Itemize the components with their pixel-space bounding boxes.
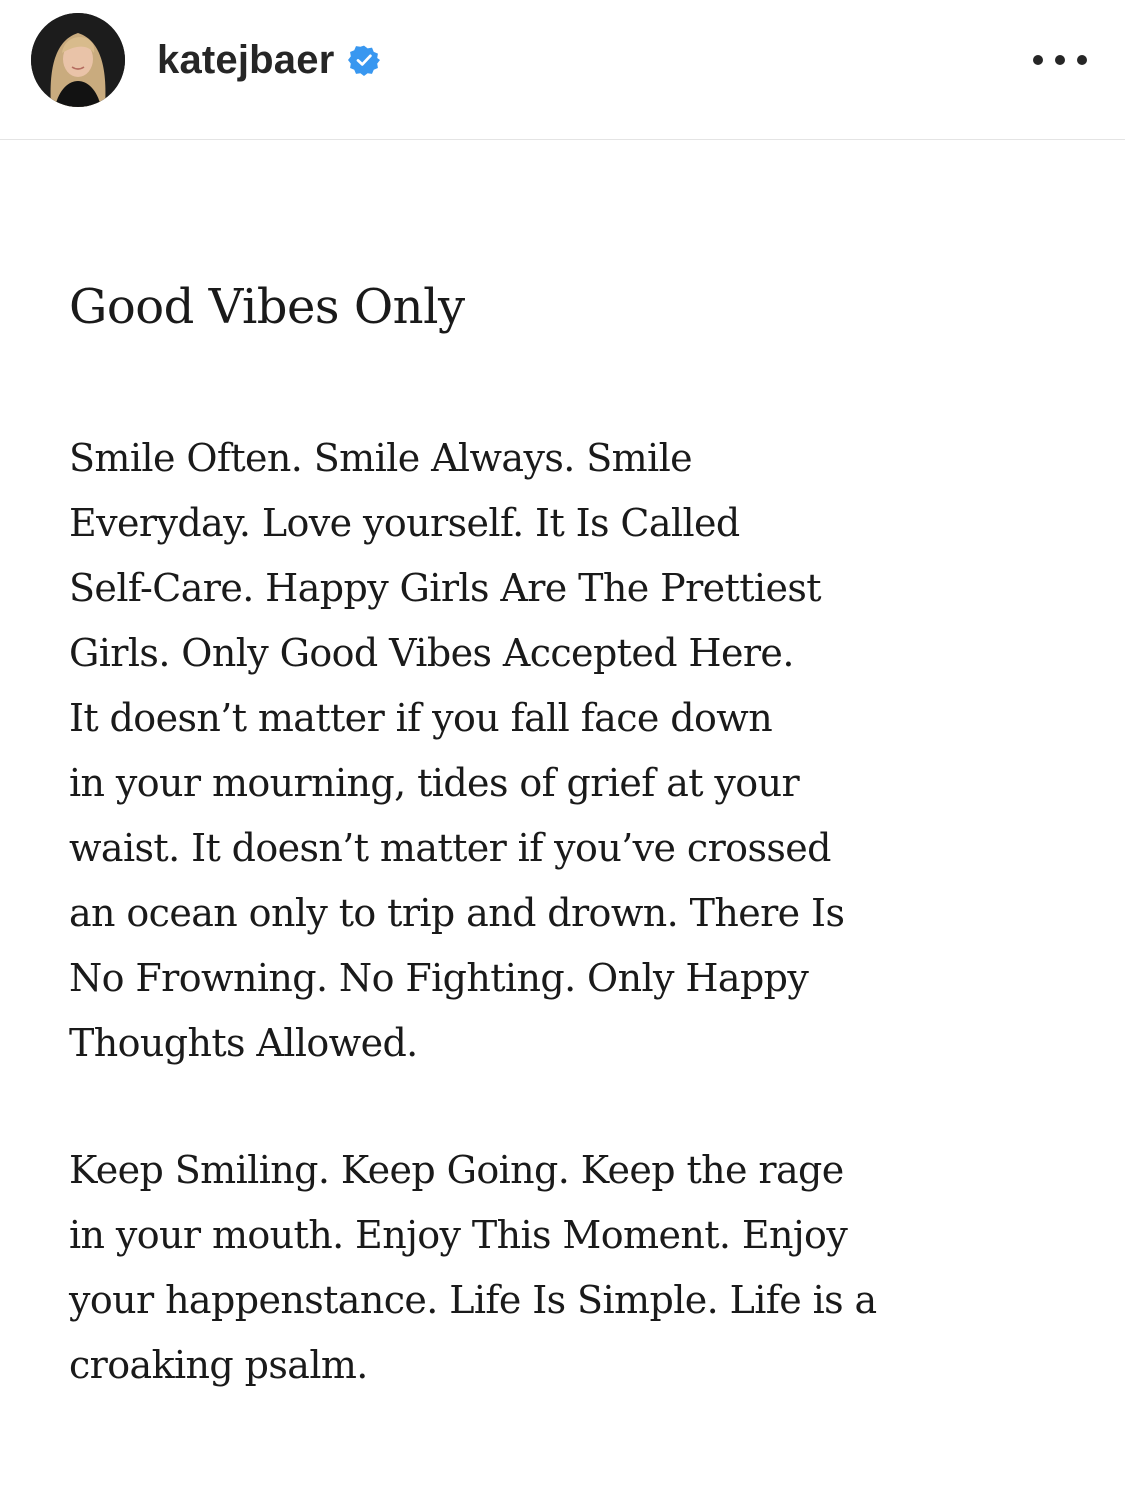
poem-stanza-2 bbox=[69, 1138, 877, 1398]
poem-line: Everyday. Love yourself. It Is Called bbox=[69, 501, 740, 545]
poem-line: Girls. Only Good Vibes Accepted Here. bbox=[69, 631, 794, 675]
poem-line: Keep Smiling. Keep Going. Keep the rage bbox=[69, 1148, 844, 1192]
poem-line: Smile Often. Smile Always. Smile bbox=[69, 436, 693, 480]
username[interactable]: katejbaer bbox=[157, 37, 335, 82]
post-header bbox=[0, 0, 1125, 140]
poem-line: in your mouth. Enjoy This Moment. Enjoy bbox=[69, 1213, 848, 1257]
poem-stanza-1 bbox=[69, 426, 844, 1076]
username-row bbox=[157, 34, 380, 86]
poem-title: Good Vibes Only bbox=[69, 279, 465, 335]
more-horizontal-icon bbox=[1077, 55, 1087, 65]
poem-line: Thoughts Allowed. bbox=[69, 1021, 418, 1065]
more-options-button[interactable] bbox=[1033, 40, 1087, 80]
poem-line: croaking psalm. bbox=[69, 1343, 368, 1387]
poem-line: Self-Care. Happy Girls Are The Prettiest bbox=[69, 566, 821, 610]
avatar[interactable] bbox=[31, 13, 125, 107]
more-horizontal-icon bbox=[1033, 55, 1043, 65]
poem-line: your happenstance. Life Is Simple. Life is a bbox=[69, 1278, 877, 1322]
poem-line: No Frowning. No Fighting. Only Happy bbox=[69, 956, 809, 1000]
poem-line: in your mourning, tides of grief at your bbox=[69, 761, 800, 805]
avatar-image bbox=[31, 13, 125, 107]
poem-line: an ocean only to trip and drown. There Is bbox=[69, 891, 845, 935]
post-image[interactable] bbox=[0, 141, 1125, 1509]
verified-badge-icon bbox=[348, 44, 380, 76]
poem-line: It doesn’t matter if you fall face down bbox=[69, 696, 773, 740]
poem-line: waist. It doesn’t matter if you’ve crossed bbox=[69, 826, 831, 870]
more-horizontal-icon bbox=[1055, 55, 1065, 65]
